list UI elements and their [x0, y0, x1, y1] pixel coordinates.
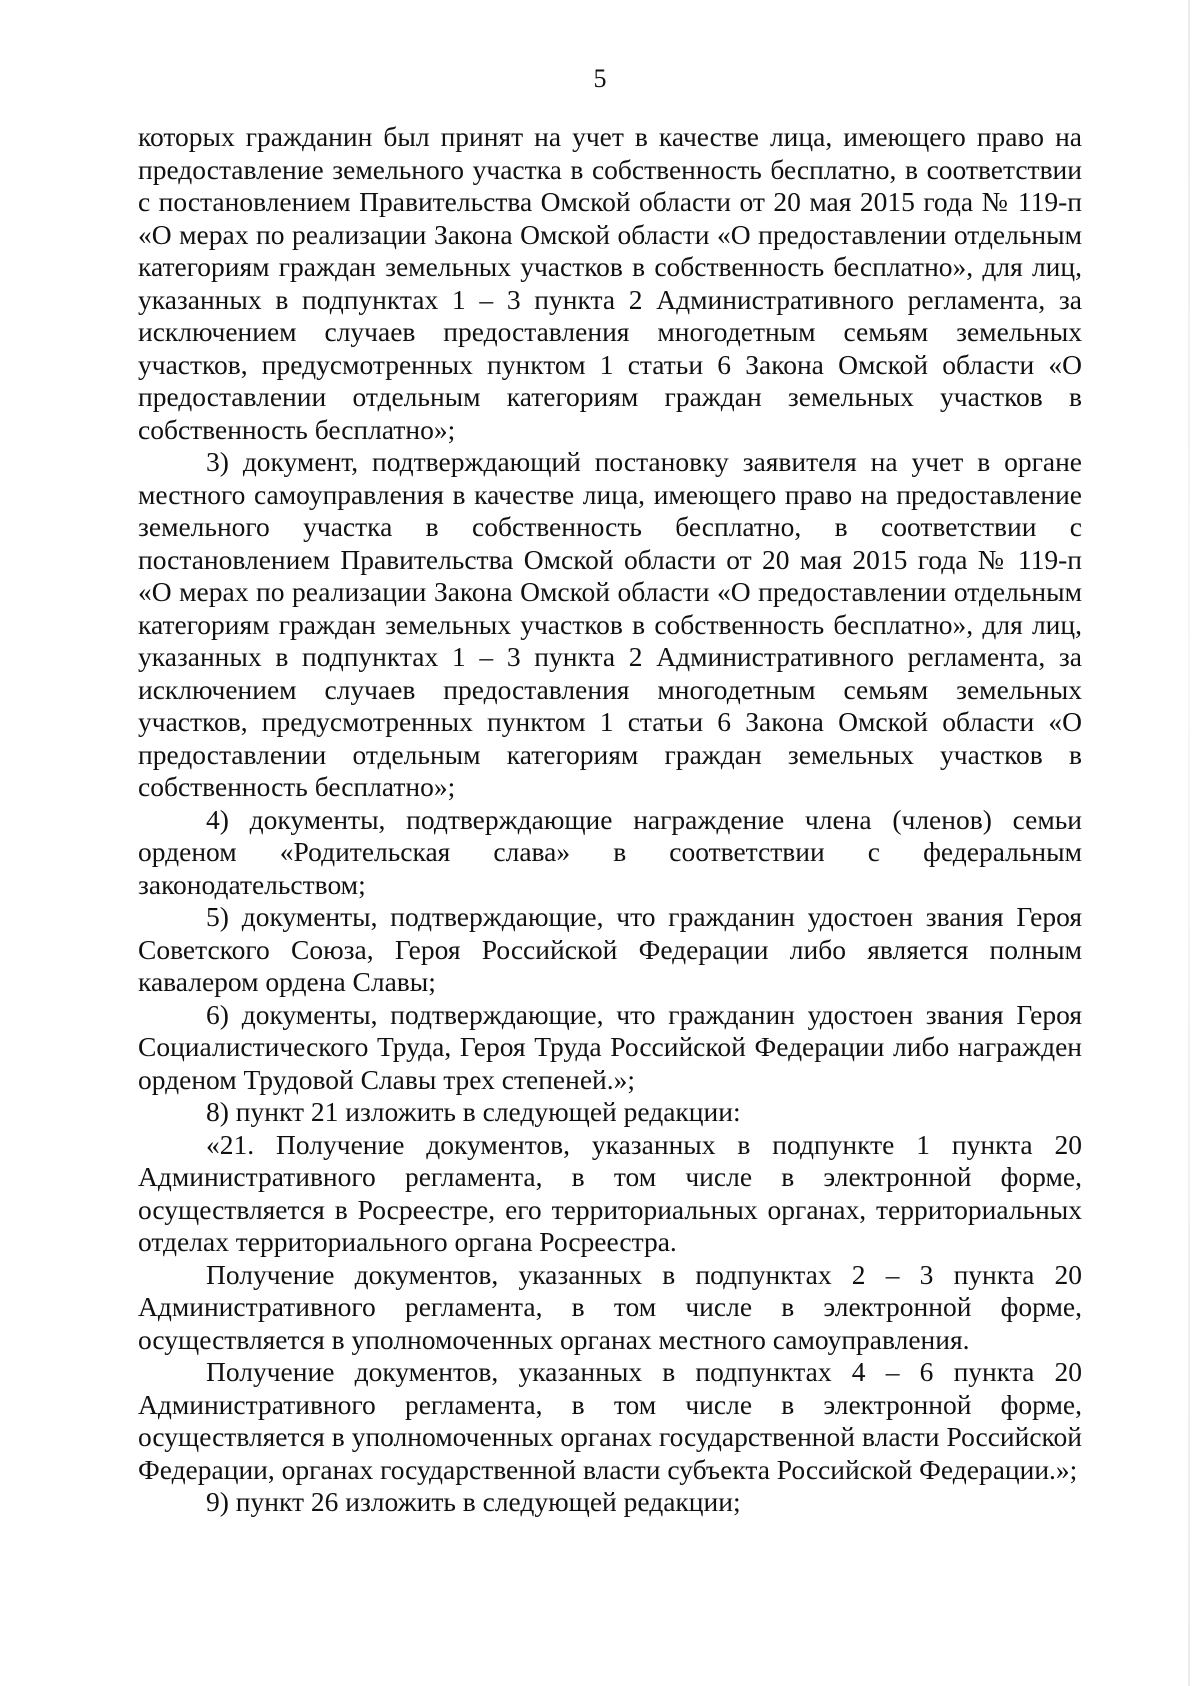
paragraph-clause-21-second: Получение документов, указанных в подпунктах 2 – 3 пункта 20 Административного регламента, в том числе в электронной форме, осуществляется в уполномоченных органах местного самоуправления. [138, 1258, 1082, 1355]
paragraph-item-5: 5) документы, подтверждающие, что гражданин удостоен звания Героя Советского Союза, Героя Российской Федерации либо является полным кавалером ордена Славы; [138, 901, 1082, 997]
page-number: 5 [593, 64, 607, 93]
document-body [138, 121, 1082, 1519]
paragraph-clause-21-third: Получение документов, указанных в подпунктах 4 – 6 пункта 20 Административного регламента, в том числе в электронной форме, осуществляется в уполномоченных органах государственной власти Российской Федерации, органах государственной власти субъекта Российской Федерации.»; [138, 1356, 1082, 1485]
scan-edge [1188, 0, 1190, 1686]
paragraph-clause-21: «21. Получение документов, указанных в подпункте 1 пункта 20 Административного регламента, в том числе в электронной форме, осуществляется в Росреестре, его территориальных органах, территориальных отделах территориального органа Росреестра. [138, 1128, 1082, 1257]
paragraph-item-3: 3) документ, подтверждающий постановку заявителя на учет в органе местного самоуправления в качестве лица, имеющего право на предоставление земельного участка в собственность бесплатно, в соответствии с постановлением Правительства Омской области от 20 мая 2015 года № 119-п «О мерах по реализации Закона Омской области «О предоставлении отдельным категориям граждан земельных участков в собственность бесплатно», для лиц, указанных в подпунктах 1 – 3 пункта 2 Административного регламента, за исключением случаев предоставления многодетным семьям земельных участков, предусмотренных пунктом 1 статьи 6 Закона Омской области «О предоставлении отдельным категориям граждан земельных участков в собственность бесплатно»; [138, 446, 1082, 802]
paragraph-continuation: которых гражданин был принят на учет в качестве лица, имеющего право на предоставление земельного участка в собственность бесплатно, в соответствии с постановлением Правительства Омской области от 20 мая 2015 года № 119-п «О мерах по реализации Закона Омской области «О предоставлении отдельным категориям граждан земельных участков в собственность бесплатно», для лиц, указанных в подпунктах 1 – 3 пункта 2 Административного регламента, за исключением случаев предоставления многодетным семьям земельных участков, предусмотренных пунктом 1 статьи 6 Закона Омской области «О предоставлении отдельным категориям граждан земельных участков в собственность бесплатно»; [138, 121, 1082, 445]
paragraph-item-6: 6) документы, подтверждающие, что гражданин удостоен звания Героя Социалистического Труда, Героя Труда Российской Федерации либо награжден орденом Трудовой Славы трех степеней.»; [138, 998, 1082, 1095]
paragraph-item-8: 8) пункт 21 изложить в следующей редакции: [206, 1096, 741, 1127]
paragraph-item-4: 4) документы, подтверждающие награждение члена (членов) семьи орденом «Родительская слава» в соответствии с федеральным законодательством; [138, 803, 1082, 900]
paragraph-item-9: 9) пункт 26 изложить в следующей редакции; [206, 1486, 741, 1517]
